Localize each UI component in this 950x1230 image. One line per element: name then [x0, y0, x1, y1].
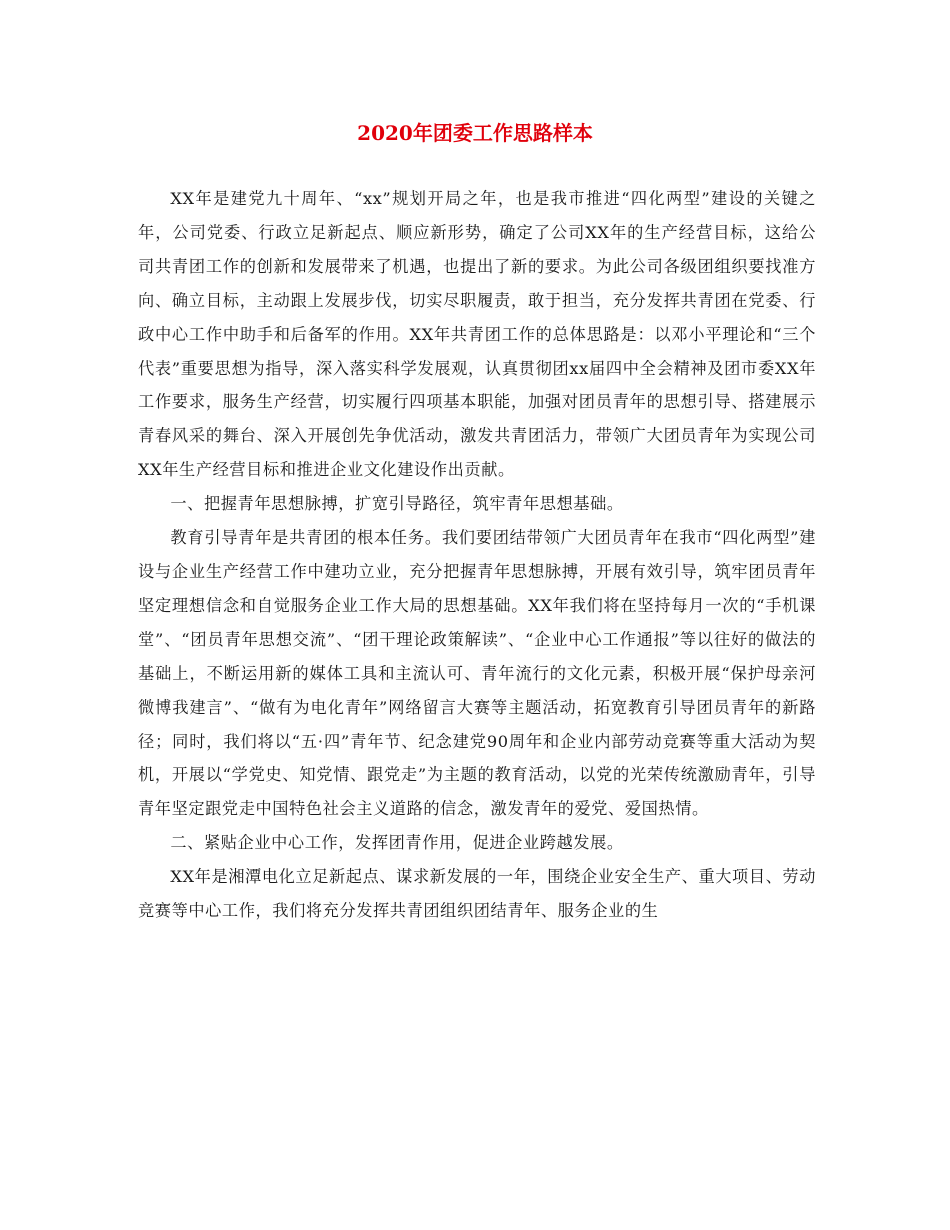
- section-heading-1: 一、把握青年思想脉搏，扩宽引导路径，筑牢青年思想基础。: [170, 494, 624, 514]
- paragraph-section-1: 教育引导青年是共青团的根本任务。我们要团结带领广大团员青年在我市“四化两型”建设与企业生产经营工作中建功立业，充分把握青年思想脉搏，开展有效引导，筑牢团员青年坚定理想信念和自觉服务企业工作大局的思想基础。XX年我们将在坚持每月一次的“手机课堂”、“团员青年思想交流”、“团干理论政策解读”、“企业中心工作通报”等以往好的做法的基础上，不断运用新的媒体工具和主流认可、青年流行的文化元素，积极开展“保护母亲河 微博我建言”、“做有为电化青年”网络留言大赛等主题活动，拓宽教育引导团员青年的新路径；同时，我们将以“五·四”青年节、纪念建党90周年和企业内部劳动竞赛等重大活动为契机，开展以“学党史、知党情、跟党走”为主题的教育活动，以党的光荣传统激励青年，引导青年坚定跟党走中国特色社会主义道路的信念，激发青年的爱党、爱国热情。: [138, 528, 816, 819]
- document-body: [138, 182, 816, 928]
- section-heading-2: 二、紧贴企业中心工作，发挥团青作用，促进企业跨越发展。: [170, 833, 624, 853]
- document-title: 2020年团委工作思路样本: [357, 121, 593, 145]
- paragraph-section-2: XX年是湘潭电化立足新起点、谋求新发展的一年，围绕企业安全生产、重大项目、劳动竞赛等中心工作，我们将充分发挥共青团组织团结青年、服务企业的生: [138, 867, 816, 921]
- paragraph-intro: XX年是建党九十周年、“xx”规划开局之年，也是我市推进“四化两型”建设的关键之年，公司党委、行政立足新起点、顺应新形势，确定了公司XX年的生产经营目标，这给公司共青团工作的创新和发展带来了机遇，也提出了新的要求。为此公司各级团组织要找准方向、确立目标，主动跟上发展步伐，切实尽职履责，敢于担当，充分发挥共青团在党委、行政中心工作中助手和后备军的作用。XX年共青团工作的总体思路是：以邓小平理论和“三个代表”重要思想为指导，深入落实科学发展观，认真贯彻团xx届四中全会精神及团市委XX年工作要求，服务生产经营，切实履行四项基本职能，加强对团员青年的思想引导、搭建展示青春风采的舞台、深入开展创先争优活动，激发共青团活力，带领广大团员青年为实现公司XX年生产经营目标和推进企业文化建设作出贡献。: [138, 189, 816, 480]
